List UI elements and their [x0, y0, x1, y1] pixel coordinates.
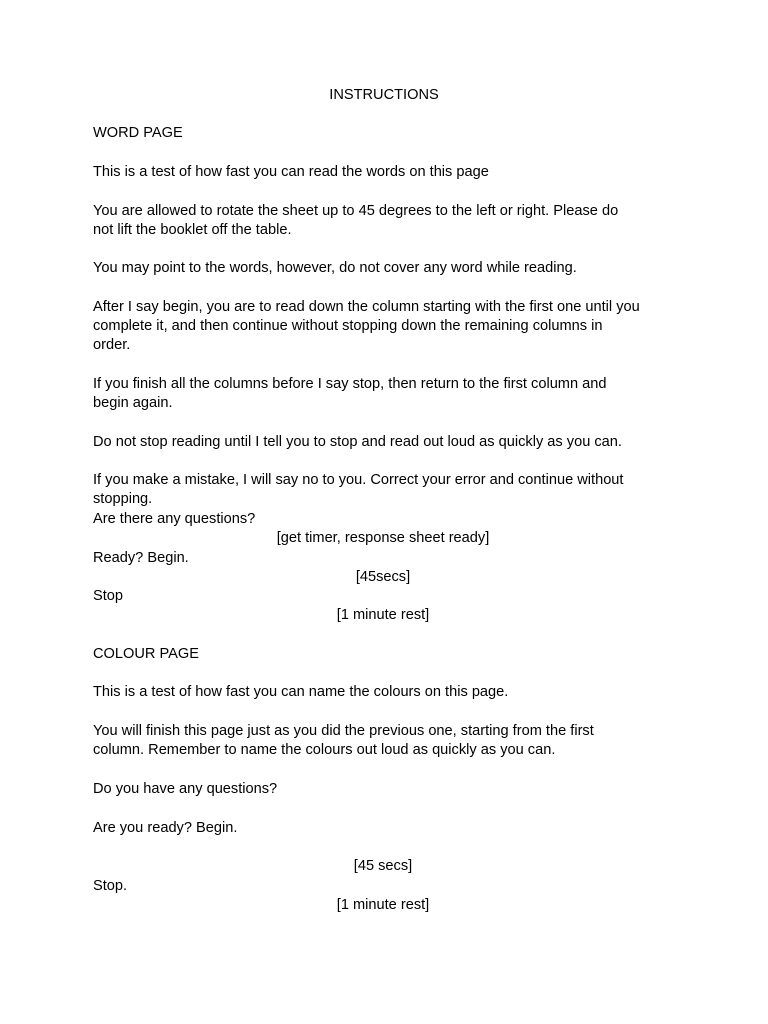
word-page-paragraph-1: This is a test of how fast you can read the words on this page	[93, 164, 489, 180]
word-page-paragraph-4-line-2: complete it, and then continue without stopping down the remaining columns in	[93, 318, 603, 334]
word-page-time-note: [45secs]	[355, 569, 411, 585]
word-page-timer-note: [get timer, response sheet ready]	[276, 530, 490, 546]
colour-page-paragraph-2-line-1: You will finish this page just as you did the previous one, starting from the first	[93, 723, 594, 739]
word-page-heading: WORD PAGE	[93, 125, 183, 141]
colour-page-heading: COLOUR PAGE	[93, 646, 199, 662]
word-page-paragraph-7-line-1: If you make a mistake, I will say no to you. Correct your error and continue without	[93, 472, 624, 488]
word-page-paragraph-4-line-3: order.	[93, 337, 131, 353]
document-title: INSTRUCTIONS	[329, 87, 439, 103]
word-page-paragraph-6: Do not stop reading until I tell you to stop and read out loud as quickly as you can.	[93, 434, 622, 450]
colour-page-time-note: [45 secs]	[353, 858, 413, 874]
word-page-paragraph-2-line-1: You are allowed to rotate the sheet up to 45 degrees to the left or right. Please do	[93, 203, 619, 219]
word-page-questions: Are there any questions?	[93, 511, 256, 527]
colour-page-paragraph-1: This is a test of how fast you can name the colours on this page.	[93, 684, 509, 700]
word-page-stop: Stop	[93, 588, 124, 604]
word-page-paragraph-3: You may point to the words, however, do not cover any word while reading.	[93, 260, 577, 276]
word-page-ready: Ready? Begin.	[93, 550, 189, 566]
colour-page-ready: Are you ready? Begin.	[93, 820, 238, 836]
word-page-paragraph-7-line-2: stopping.	[93, 491, 153, 507]
colour-page-rest-note: [1 minute rest]	[336, 897, 430, 913]
word-page-rest-note: [1 minute rest]	[336, 607, 430, 623]
word-page-paragraph-5-line-1: If you finish all the columns before I say stop, then return to the first column and	[93, 376, 607, 392]
word-page-paragraph-5-line-2: begin again.	[93, 395, 173, 411]
colour-page-questions: Do you have any questions?	[93, 781, 278, 797]
word-page-paragraph-2-line-2: not lift the booklet off the table.	[93, 222, 292, 238]
colour-page-paragraph-2-line-2: column. Remember to name the colours out loud as quickly as you can.	[93, 742, 556, 758]
colour-page-stop: Stop.	[93, 878, 128, 894]
word-page-paragraph-4-line-1: After I say begin, you are to read down the column starting with the first one until you	[93, 299, 640, 315]
